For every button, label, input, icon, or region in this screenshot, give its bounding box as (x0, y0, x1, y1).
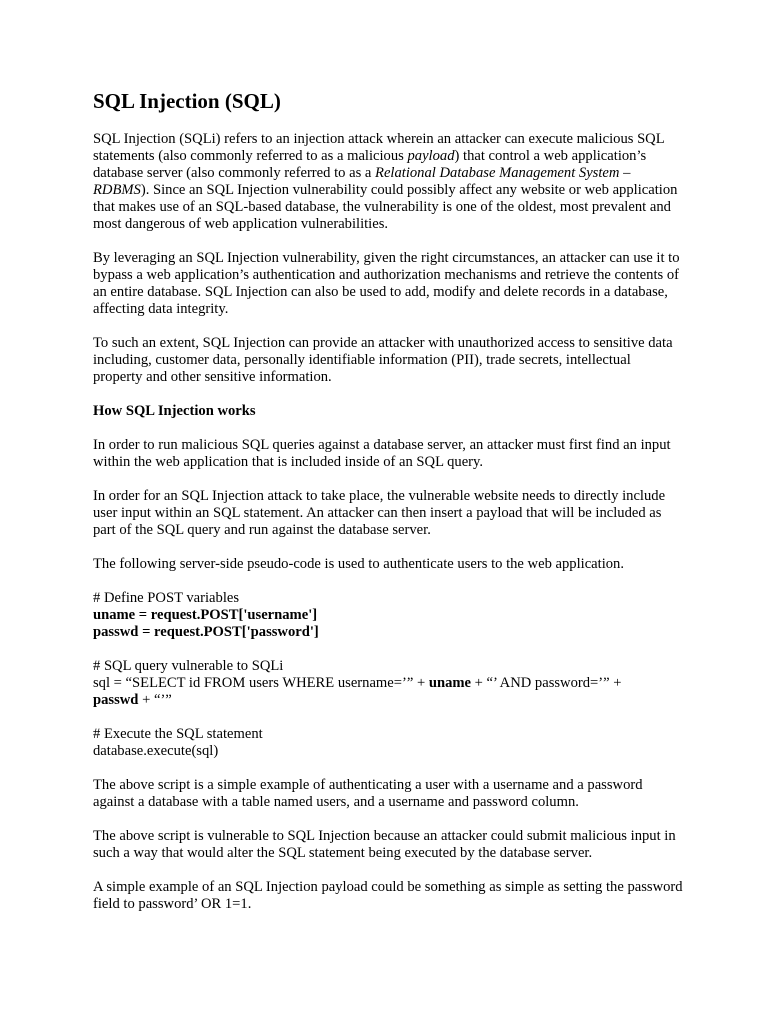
query-comment: # SQL query vulnerable to SQLi (93, 658, 284, 674)
passwd-line: passwd = request.POST['password'] (93, 624, 319, 640)
order-run-paragraph: In order to run malicious SQL queries against a database server, an attacker must first find an input within the web application that is included inside of an SQL query. (93, 437, 671, 470)
page-title: SQL Injection (SQL) (93, 89, 281, 113)
how-it-works-heading: How SQL Injection works (93, 403, 256, 419)
execute-code (93, 726, 683, 760)
sql-line (93, 675, 622, 708)
intro-paragraph (93, 131, 683, 233)
pseudo-code-intro: The following server-side pseudo-code is used to authenticate users to the web application. (93, 556, 625, 572)
intro-text-2: ) that control a web application’s database server (also commonly referred to as a (93, 148, 647, 181)
intro-text-1: SQL Injection (SQLi) refers to an injection attack wherein an attacker can execute malicious SQL statements (also commonly referred to as a malicious (93, 131, 665, 164)
define-comment: # Define POST variables (93, 590, 240, 606)
document-page (93, 88, 683, 930)
sql-passwd: passwd (93, 692, 139, 708)
sql-part-1: sql = “SELECT id FROM users WHERE username=’” + (93, 675, 429, 691)
execute-comment: # Execute the SQL statement (93, 726, 263, 742)
order-attack-paragraph: In order for an SQL Injection attack to take place, the vulnerable website needs to directly include user input within an SQL statement. An attacker can then insert a payload that will be included as part of the SQL query and run against the database server. (93, 488, 666, 538)
sql-part-3: + “’” (138, 692, 172, 708)
sql-query-code (93, 658, 683, 709)
extent-paragraph: To such an extent, SQL Injection can provide an attacker with unauthorized access to sensitive data including, customer data, personally identifiable information (PII), trade secrets, intellectual property and other sensitive information. (93, 335, 673, 385)
execute-line: database.execute(sql) (93, 743, 219, 759)
above-vulnerable-paragraph: The above script is vulnerable to SQL Injection because an attacker could submit malicious input in such a way that would alter the SQL statement being executed by the database server. (93, 828, 676, 861)
uname-line: uname = request.POST['username'] (93, 607, 318, 623)
payload-emphasis: payload (407, 148, 455, 164)
post-variables-code (93, 590, 683, 641)
above-simple-paragraph: The above script is a simple example of authenticating a user with a username and a password against a database with a table named users, and a username and password column. (93, 777, 643, 810)
payload-example-paragraph: A simple example of an SQL Injection payload could be something as simple as setting the password field to password’ OR 1=1. (93, 879, 683, 912)
intro-text-3: ). Since an SQL Injection vulnerability could possibly affect any website or web application that makes use of an SQL-based database, the vulnerability is one of the oldest, most prevalent and most dangerous of web application vulnerabilities. (93, 182, 678, 232)
rdbms-emphasis: Relational Database Management System – RDBMS (93, 165, 631, 198)
sql-part-2: + “’ AND password=’” + (471, 675, 622, 691)
sql-uname: uname (428, 675, 472, 691)
leverage-paragraph: By leveraging an SQL Injection vulnerability, given the right circumstances, an attacker can use it to bypass a web application’s authentication and authorization mechanisms and retrieve the contents of an entire database. SQL Injection can also be used to add, modify and delete records in a database, affecting data integrity. (93, 250, 680, 317)
